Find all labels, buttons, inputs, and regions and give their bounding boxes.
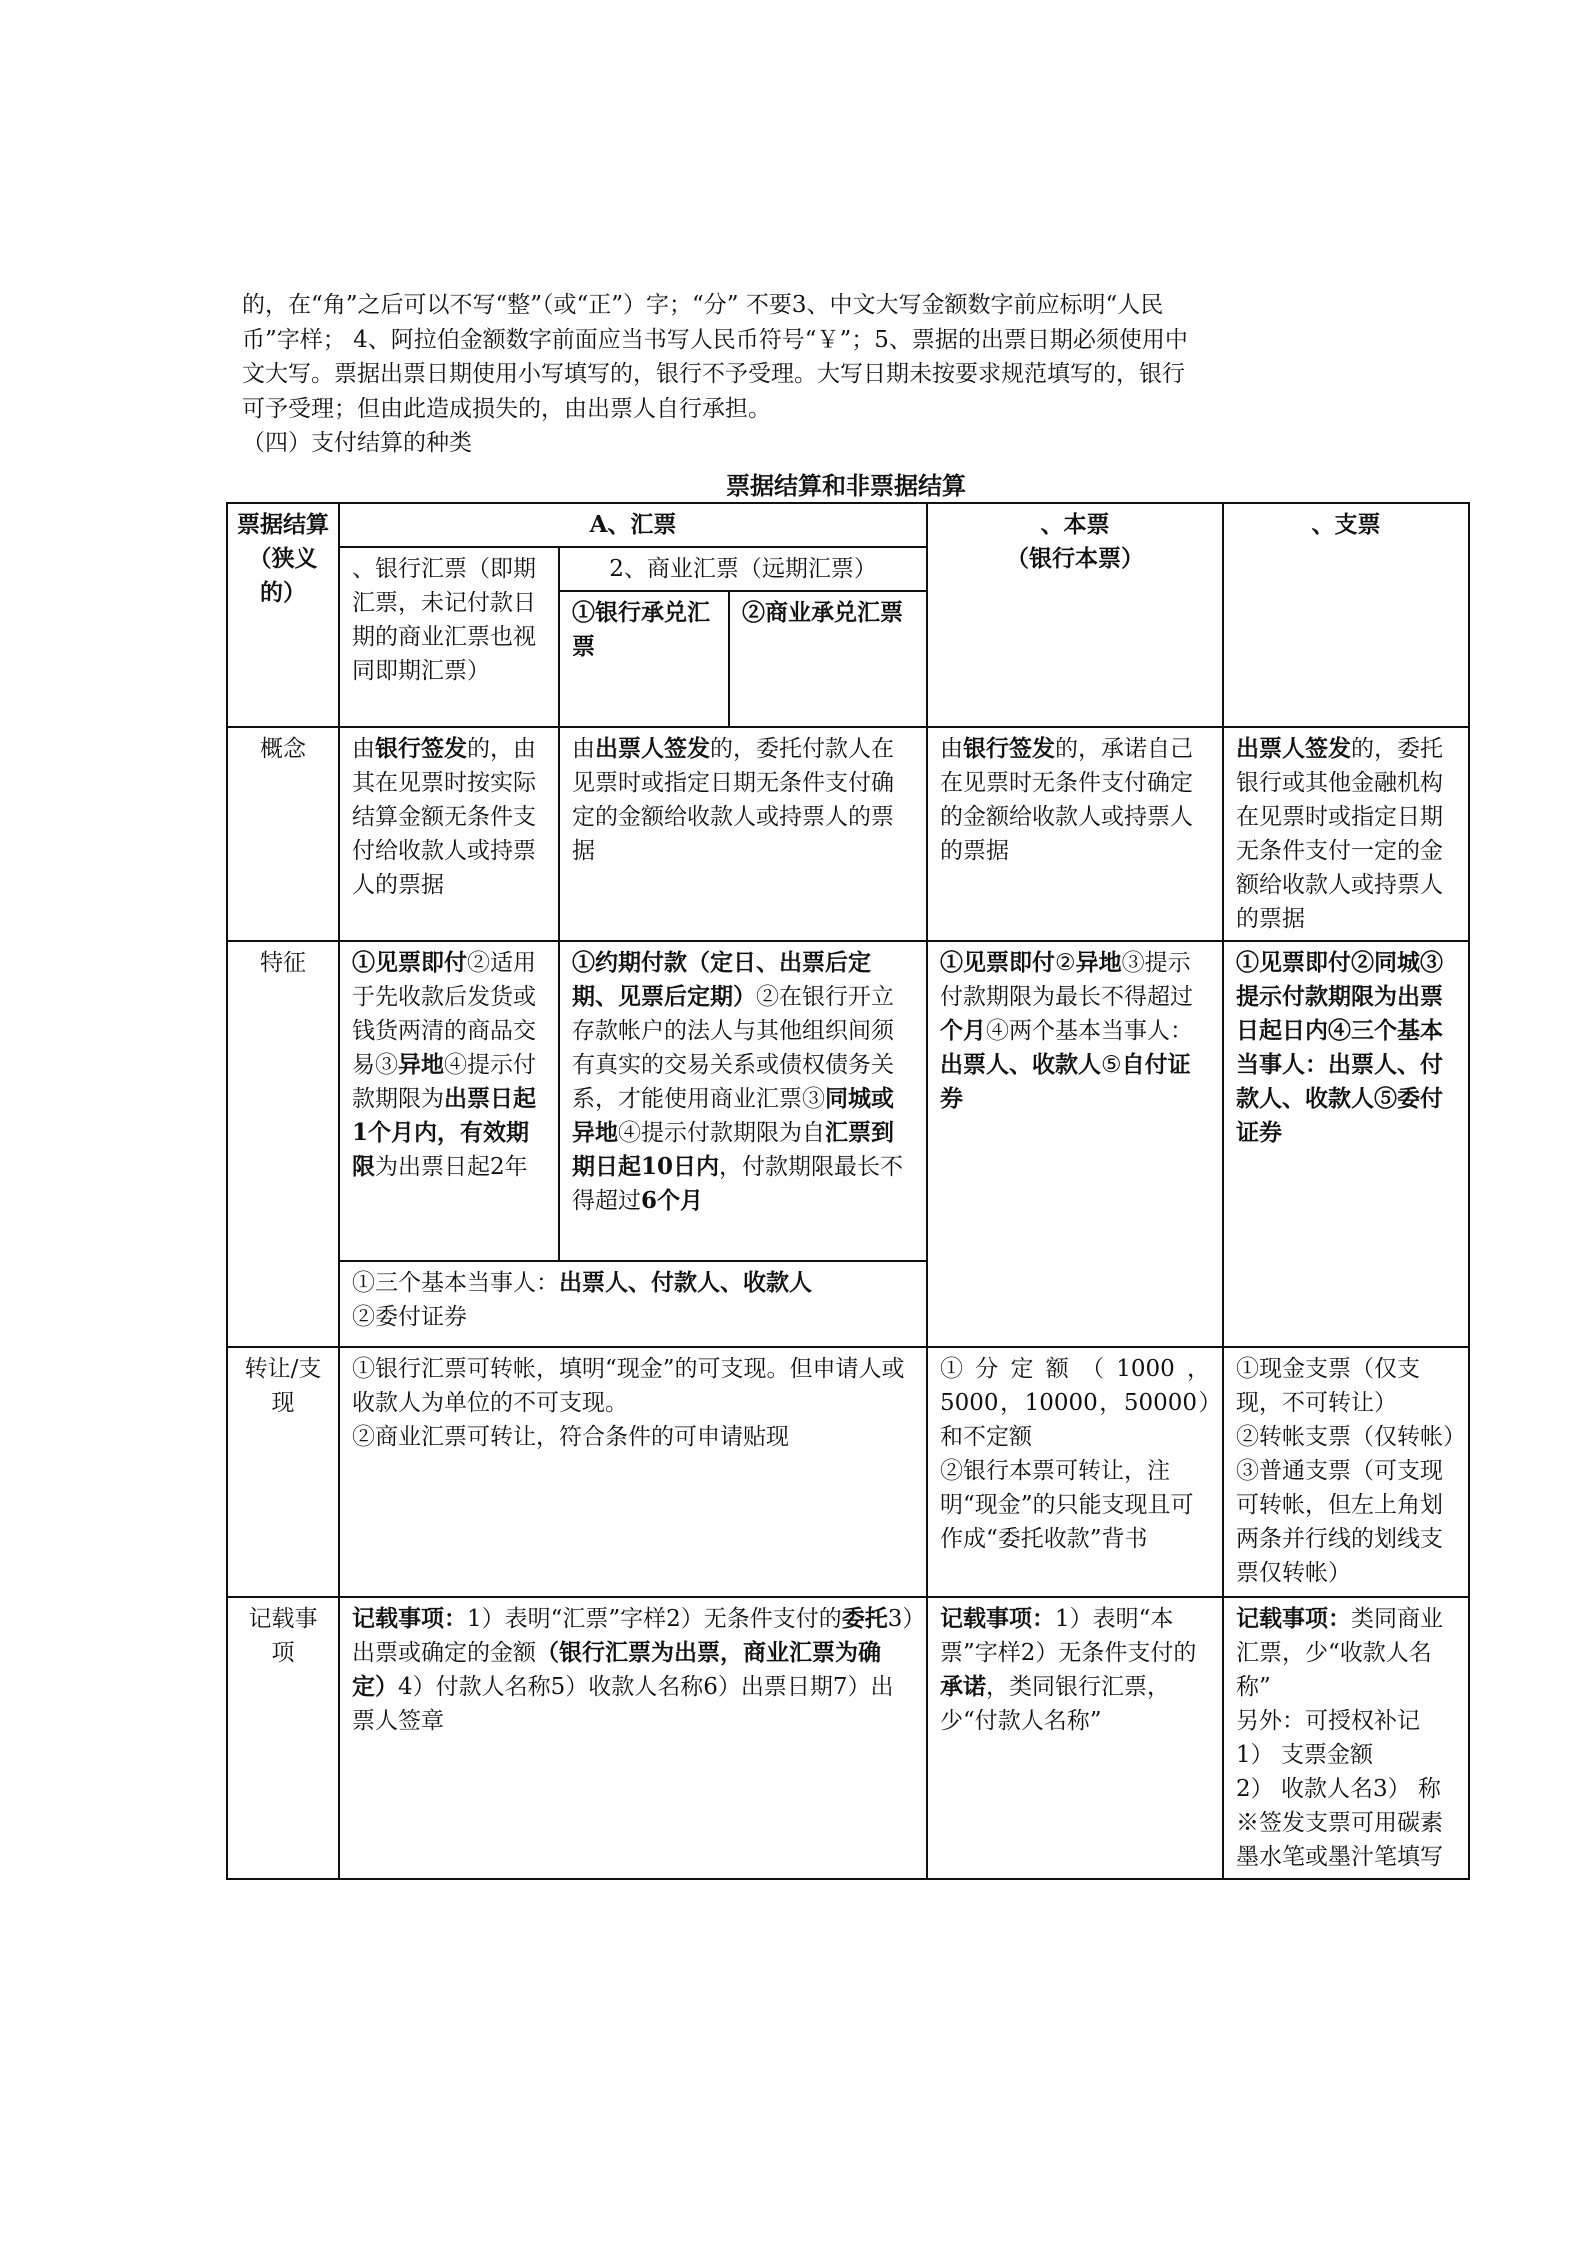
row-label-transfer: 转让/支现 (227, 1347, 339, 1597)
header-promissory (927, 503, 1223, 727)
feature-bank-draft: ①见票即付②适用于先收款后发货或钱货两清的商品交易③异地④提示付款期限为出票日起1个月内，有效期限为出票日起2年 (339, 941, 559, 1261)
intro-line: 的，在“角”之后可以不写“整”（或“正”）字；“分” 不要3、中文大写金额数字前应标明“人民 (242, 292, 1164, 318)
header-bank-draft: 、银行汇票（即期汇票，未记付款日期的商业汇票也视同即期汇票） (339, 547, 559, 727)
header-bank-acceptance: ①银行承兑汇票 (559, 591, 729, 727)
concept-commercial-draft: 由出票人签发的，委托付款人在见票时或指定日期无条件支付确定的金额给收款人或持票人的票据 (559, 727, 927, 941)
record-promissory: 记载事项：1）表明“本票”字样2）无条件支付的承诺，类同银行汇票，少“付款人名称” (927, 1597, 1223, 1879)
row-label-record: 记载事项 (227, 1597, 339, 1879)
section-heading: （四）支付结算的种类 (242, 430, 472, 456)
intro-line: 文大写。票据出票日期使用小写填写的，银行不予受理。大写日期未按要求规范填写的，银行 (242, 361, 1185, 387)
concept-bank-draft: 由银行签发的，由其在见票时按实际结算金额无条件支付给收款人或持票人的票据 (339, 727, 559, 941)
header-commercial-acceptance: ②商业承兑汇票 (729, 591, 927, 727)
record-draft: 记载事项：1）表明“汇票”字样2）无条件支付的委托3）出票或确定的金额（银行汇票为出票，商业汇票为确定）4）付款人名称5）收款人名称6）出票日期7）出票人签章 (339, 1597, 927, 1879)
header-promissory-title: 、本票 (1040, 511, 1110, 538)
header-corner: 票据结算（狭义的） (227, 503, 339, 727)
concept-cheque: 出票人签发的，委托银行或其他金融机构在见票时或指定日期无条件支付一定的金额给收款人或持票人的票据 (1223, 727, 1469, 941)
row-label-feature: 特征 (227, 941, 339, 1347)
header-draft: A、汇票 (339, 503, 927, 547)
feature-commercial-draft: ①约期付款（定日、出票后定期、见票后定期）②在银行开立存款帐户的法人与其他组织间须有真实的交易关系或债权债务关系，才能使用商业汇票③同城或异地④提示付款期限为自汇票到期日起10日内，付款期限最长不得超过6个月 (559, 941, 927, 1261)
header-commercial-draft: 2、商业汇票（远期汇票） (559, 547, 927, 591)
header-cheque: 、支票 (1223, 503, 1469, 727)
header-promissory-sub: （银行本票） (1006, 545, 1145, 572)
intro-line: 可予受理；但由此造成损失的，由出票人自行承担。 (242, 395, 771, 422)
record-cheque: 记载事项：类同商业汇票，少“收款人名称” 另外：可授权补记 1） 支票金额 2） 收款人名3） 称 ※签发支票可用碳素墨水笔或墨汁笔填写 (1223, 1597, 1469, 1879)
feature-cheque: ①见票即付②同城③提示付款期限为出票日起日内④三个基本当事人：出票人、付款人、收款人⑤委付证券 (1223, 941, 1469, 1347)
feature-draft-common: ①三个基本当事人：出票人、付款人、收款人 ②委付证券 (339, 1261, 927, 1347)
row-label-concept: 概念 (227, 727, 339, 941)
feature-promissory: ①见票即付②异地③提示付款期限为最长不得超过个月④两个基本当事人：出票人、收款人⑤自付证券 (927, 941, 1223, 1347)
intro-text (242, 288, 1362, 461)
transfer-draft: ①银行汇票可转帐，填明“现金”的可支现。但申请人或收款人为单位的不可支现。 ②商业汇票可转让，符合条件的可申请贴现 (339, 1347, 927, 1597)
transfer-cheque: ①现金支票（仅支现，不可转让） ②转帐支票（仅转帐） ③普通支票（可支现可转帐，但左上角划两条并行线的划线支票仅转帐） (1223, 1347, 1469, 1597)
table-title: 票据结算和非票据结算 (726, 471, 966, 500)
concept-promissory: 由银行签发的，承诺自己在见票时无条件支付确定的金额给收款人或持票人的票据 (927, 727, 1223, 941)
settlement-table (226, 502, 1470, 1880)
intro-line: 币”字样； 4、阿拉伯金额数字前面应当书写人民币符号“￥”；5、票据的出票日期必须使用中 (242, 326, 1188, 353)
transfer-promissory: ①分定额（1000，5000，10000，50000）和不定额 ②银行本票可转让，注明“现金”的只能支现且可作成“委托收款”背书 (927, 1347, 1223, 1597)
